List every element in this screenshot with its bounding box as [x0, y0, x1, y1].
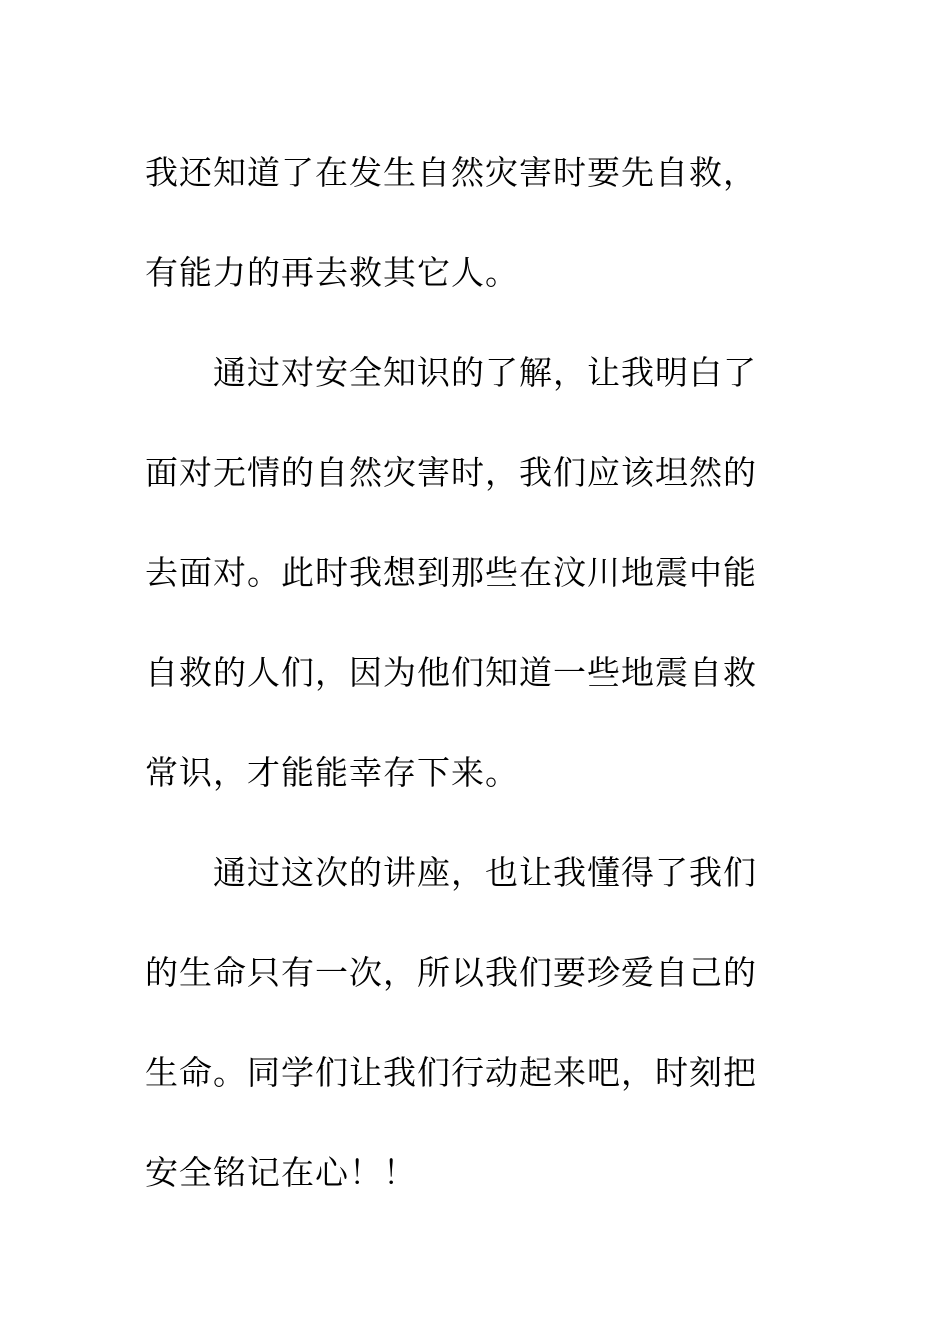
paragraph-start-line: 通过对安全知识的了解，让我明白了 — [213, 353, 757, 392]
text-line: 的生命只有一次，所以我们要珍爱自己的 — [145, 953, 757, 992]
text-line: 生命。同学们让我们行动起来吧，时刻把 — [145, 1053, 757, 1092]
text-line: 常识，才能能幸存下来。 — [145, 753, 519, 792]
text-line: 去面对。此时我想到那些在汶川地震中能 — [145, 553, 757, 592]
body-text — [145, 123, 785, 1223]
text-line: 有能力的再去救其它人。 — [145, 253, 519, 292]
text-line: 我还知道了在发生自然灾害时要先自救， — [145, 153, 757, 192]
text-line: 安全铭记在心！！ — [145, 1153, 417, 1192]
paragraph-start-line: 通过这次的讲座，也让我懂得了我们 — [213, 853, 757, 892]
text-line: 自救的人们，因为他们知道一些地震自救 — [145, 653, 757, 692]
text-line: 面对无情的自然灾害时，我们应该坦然的 — [145, 453, 757, 492]
